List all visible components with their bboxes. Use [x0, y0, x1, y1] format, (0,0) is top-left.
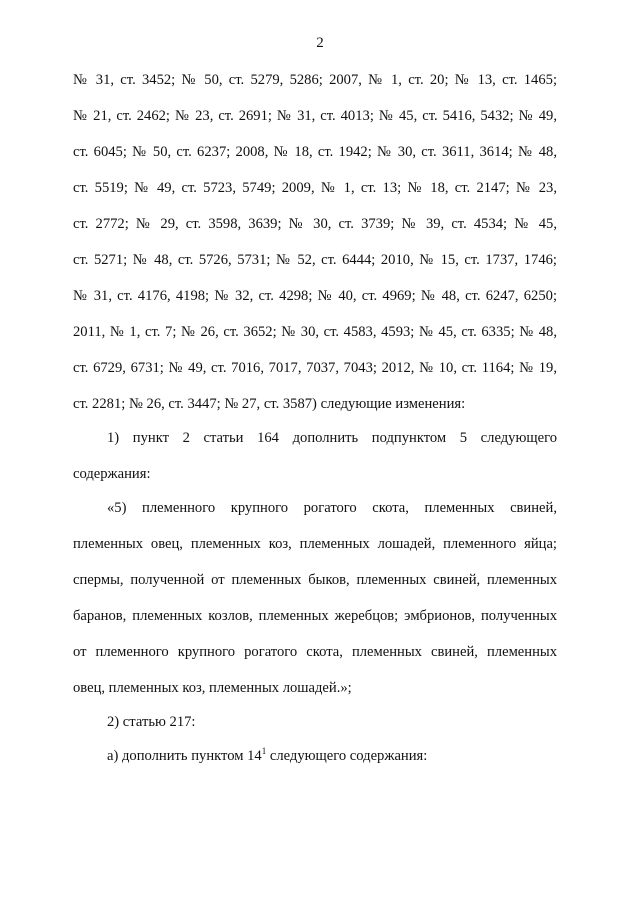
citation-line-8: 2011, № 1, ст. 7; № 26, ст. 3652; № 30, ст. 4583, 4593; № 45, ст. 6335; № 48,: [73, 324, 557, 340]
quote-last-line: овец, племенных коз, племенных лошадей.»;: [73, 680, 352, 696]
item-1-line-2: содержания:: [73, 466, 151, 482]
item-2a-suffix: следующего содержания:: [266, 748, 428, 764]
quote-line-4: баранов, племенных козлов, племенных жеребцов; эмбрионов, полученных: [73, 608, 557, 624]
item-2a-prefix: а) дополнить пунктом 14: [107, 748, 262, 764]
citation-line-4: ст. 5519; № 49, ст. 5723, 5749; 2009, № 1, ст. 13; № 18, ст. 2147; № 23,: [73, 180, 557, 196]
quote-line-3: спермы, полученной от племенных быков, племенных свиней, племенных: [73, 572, 557, 588]
page-number: 2: [316, 35, 324, 51]
citation-line-7: № 31, ст. 4176, 4198; № 32, ст. 4298; № 40, ст. 4969; № 48, ст. 6247, 6250;: [73, 288, 557, 304]
quote-line-1: «5) племенного крупного рогатого скота, племенных свиней,: [107, 500, 557, 516]
quote-line-2: племенных овец, племенных коз, племенных лошадей, племенного яйца;: [73, 536, 557, 552]
citation-line-6: ст. 5271; № 48, ст. 5726, 5731; № 52, ст. 6444; 2010, № 15, ст. 1737, 1746;: [73, 252, 557, 268]
item-2a-line: [107, 746, 427, 766]
item-2a-superscript: 1: [261, 746, 267, 756]
citation-line-1: № 31, ст. 3452; № 50, ст. 5279, 5286; 2007, № 1, ст. 20; № 13, ст. 1465;: [73, 72, 557, 88]
citation-line-5: ст. 2772; № 29, ст. 3598, 3639; № 30, ст. 3739; № 39, ст. 4534; № 45,: [73, 216, 557, 232]
citation-line-9: ст. 6729, 6731; № 49, ст. 7016, 7017, 7037, 7043; 2012, № 10, ст. 1164; № 19,: [73, 360, 557, 376]
item-1-line-1: 1) пункт 2 статьи 164 дополнить подпунктом 5 следующего: [107, 430, 557, 446]
citation-line-3: ст. 6045; № 50, ст. 6237; 2008, № 18, ст. 1942; № 30, ст. 3611, 3614; № 48,: [73, 144, 557, 160]
quote-line-5: от племенного крупного рогатого скота, племенных свиней, племенных: [73, 644, 557, 660]
citation-last-line: ст. 2281; № 26, ст. 3447; № 27, ст. 3587) следующие изменения:: [73, 396, 466, 412]
item-2-line: 2) статью 217:: [107, 714, 196, 730]
citation-line-2: № 21, ст. 2462; № 23, ст. 2691; № 31, ст. 4013; № 45, ст. 5416, 5432; № 49,: [73, 108, 557, 124]
